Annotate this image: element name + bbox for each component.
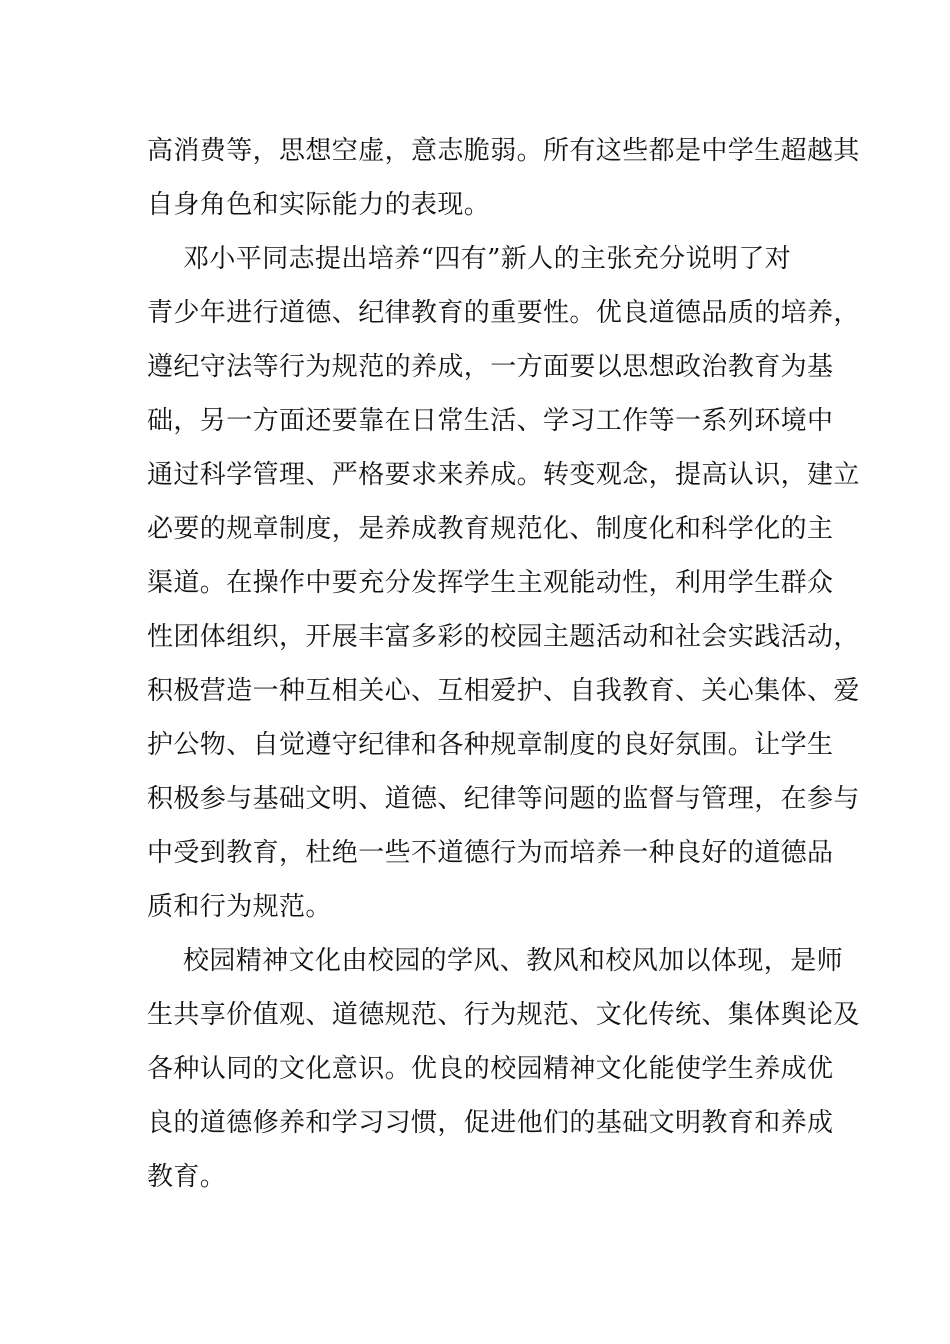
- document-body: [147, 124, 860, 1204]
- text-line: 校园精神文化由校园的学风、教风和校风加以体现，是师: [183, 946, 844, 976]
- text-line: 础，另一方面还要靠在日常生活、学习工作等一系列环境中: [147, 406, 834, 436]
- text-line: 邓小平同志提出培养“四有”新人的主张充分说明了对: [183, 244, 792, 274]
- paragraph-3: [147, 934, 860, 1204]
- text-line: 护公物、自觉遵守纪律和各种规章制度的良好氛围。让学生: [147, 730, 834, 760]
- text-line: 自身角色和实际能力的表现。: [147, 190, 491, 220]
- text-line: 必要的规章制度，是养成教育规范化、制度化和科学化的主: [147, 514, 834, 544]
- text-line: 通过科学管理、严格要求来养成。转变观念，提高认识，建立: [147, 460, 860, 490]
- text-line: 积极营造一种互相关心、互相爱护、自我教育、关心集体、爱: [147, 676, 860, 706]
- text-line: 教育。: [147, 1162, 227, 1192]
- text-line: 积极参与基础文明、道德、纪律等问题的监督与管理，在参与: [147, 784, 860, 814]
- text-line: 青少年进行道德、纪律教育的重要性。优良道德品质的培养，: [147, 298, 860, 328]
- text-line: 各种认同的文化意识。优良的校园精神文化能使学生养成优: [147, 1054, 834, 1084]
- paragraph-2: [147, 232, 860, 934]
- text-line: 良的道德修养和学习习惯，促进他们的基础文明教育和养成: [147, 1108, 834, 1138]
- text-line: 遵纪守法等行为规范的养成，一方面要以思想政治教育为基: [147, 352, 834, 382]
- text-line: 质和行为规范。: [147, 892, 332, 922]
- text-line: 生共享价值观、道德规范、行为规范、文化传统、集体舆论及: [147, 1000, 860, 1030]
- text-line: 高消费等，思想空虚，意志脆弱。所有这些都是中学生超越其: [147, 136, 860, 166]
- paragraph-1: [147, 124, 860, 232]
- text-line: 性团体组织，开展丰富多彩的校园主题活动和社会实践活动，: [147, 622, 860, 652]
- text-line: 中受到教育，杜绝一些不道德行为而培养一种良好的道德品: [147, 838, 834, 868]
- text-line: 渠道。在操作中要充分发挥学生主观能动性，利用学生群众: [147, 568, 834, 598]
